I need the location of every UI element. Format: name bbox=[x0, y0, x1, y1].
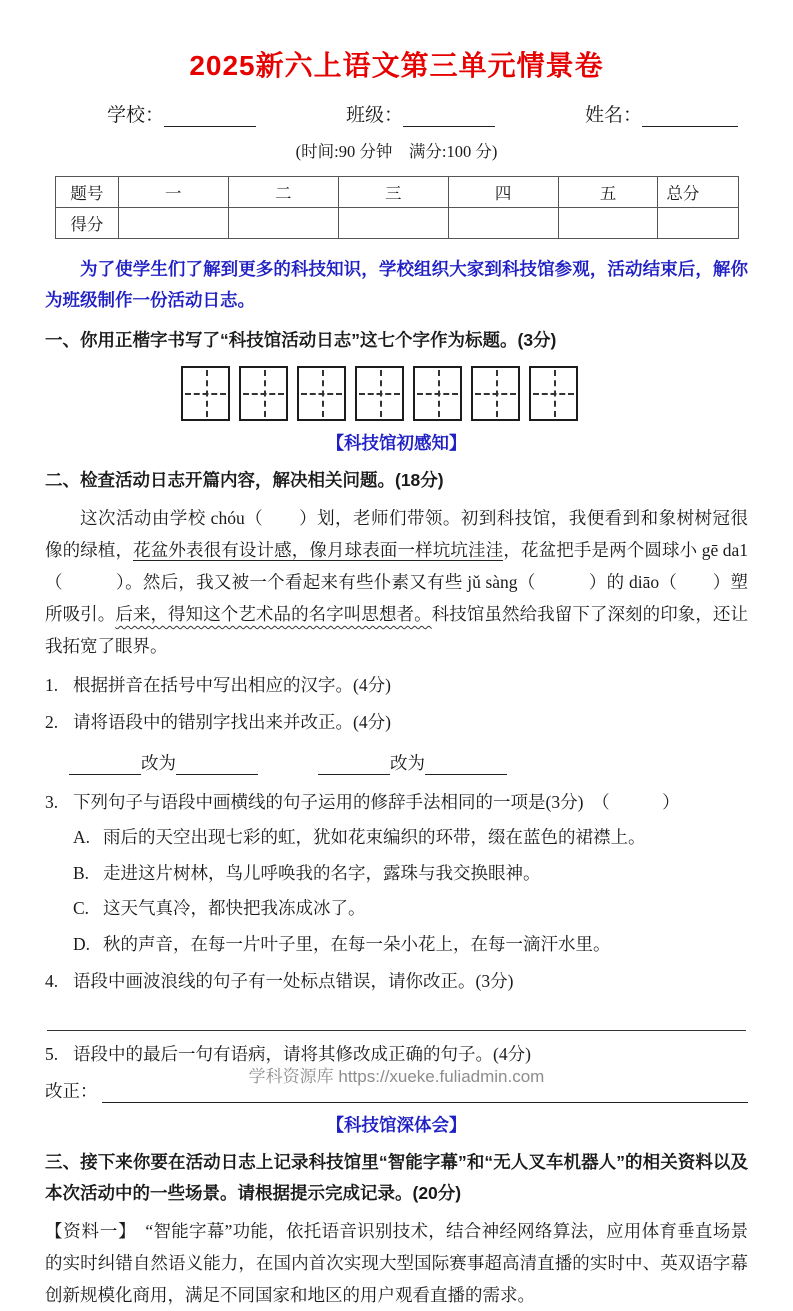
passage-part2: ，花盆把手是两个圆球小 gē da1（ ）。然后，我又被一个看起来有些仆素又有些 jǔ sàng（ ）的 diāo（ ）塑所吸引。 bbox=[45, 540, 748, 624]
material-1-text: “智能字幕”功能，依托语音识别技术，结合神经网络算法，应用体育垂直场景的实时纠错自然语义能力，在国内首次实现大型国际赛事超高清直播的实时中、英双语字幕创新规模化商用，满足不同国家和地区的用户观看直播的需求。 bbox=[45, 1220, 748, 1305]
question-5-number: 5. bbox=[45, 1043, 59, 1064]
writing-box bbox=[239, 366, 288, 421]
class-label: 班级： bbox=[345, 105, 403, 126]
section2-title: 二、检查活动日志开篇内容，解决相关问题。(18分) bbox=[45, 469, 444, 490]
question-1-number: 1. bbox=[45, 675, 59, 696]
handwriting-grid bbox=[181, 366, 748, 421]
option-d-letter: D. bbox=[73, 933, 91, 954]
score-empty-cell bbox=[338, 208, 448, 239]
reading-passage bbox=[45, 503, 748, 662]
question-2 bbox=[45, 708, 748, 736]
writing-box bbox=[355, 366, 404, 421]
time-score-info: (时间:90 分钟 满分:100 分) bbox=[295, 142, 498, 161]
answer-blank bbox=[176, 755, 258, 775]
writing-box bbox=[181, 366, 230, 421]
score-empty-cell bbox=[118, 208, 228, 239]
option-c-text: 这天气真冷，都快把我冻成冰了。 bbox=[103, 898, 366, 919]
score-table-cell: 二 bbox=[228, 177, 338, 208]
answer-blank bbox=[318, 755, 390, 775]
question-2-answer-blanks bbox=[69, 750, 748, 775]
option-d-text: 秋的声音，在每一片叶子里，在每一朵小花上，在每一滴汗水里。 bbox=[103, 933, 611, 954]
page-title: 2025新六上语文第三单元情景卷 bbox=[189, 50, 604, 81]
score-table-cell: 三 bbox=[338, 177, 448, 208]
score-table-cell: 五 bbox=[558, 177, 658, 208]
material-1-label: 【资料一】 bbox=[45, 1220, 128, 1241]
option-d bbox=[73, 930, 748, 958]
question-4 bbox=[45, 967, 748, 995]
question-3-text: 下列句子与语段中画横线的句子运用的修辞手法相同的一项是(3分) （ ） bbox=[73, 792, 680, 813]
name-label: 姓名： bbox=[584, 105, 642, 126]
name-blank bbox=[642, 105, 738, 127]
score-label-cell: 得分 bbox=[56, 208, 119, 239]
score-table-cell: 四 bbox=[448, 177, 558, 208]
score-table-score-row bbox=[56, 208, 739, 239]
writing-box bbox=[413, 366, 462, 421]
question-3-number: 3. bbox=[45, 792, 59, 813]
passage-underlined-sentence: 花盆外表很有设计感，像月球表面一样坑坑洼洼 bbox=[133, 540, 504, 561]
change-to-label: 改为 bbox=[390, 753, 425, 774]
answer-blank bbox=[69, 755, 141, 775]
writing-box bbox=[297, 366, 346, 421]
banner-first-impression: 【科技馆初感知】 bbox=[326, 432, 467, 453]
score-table bbox=[55, 176, 739, 239]
writing-box bbox=[471, 366, 520, 421]
writing-box bbox=[529, 366, 578, 421]
school-blank bbox=[164, 105, 256, 127]
passage-wavy-sentence: 后来，得知这个艺术品的名字叫思想者。 bbox=[115, 603, 432, 624]
source-watermark: 学科资源库 https://xueke.fuliadmin.com bbox=[248, 1067, 545, 1086]
correction-label: 改正： bbox=[45, 1080, 98, 1101]
question-3 bbox=[45, 788, 748, 816]
class-blank bbox=[403, 105, 495, 127]
scenario-intro: 为了使学生们了解到更多的科技知识，学校组织大家到科技馆参观，活动结束后，解你为班级制作一份活动日志。 bbox=[45, 259, 748, 310]
score-table-cell: 一 bbox=[118, 177, 228, 208]
score-empty-cell bbox=[558, 208, 658, 239]
question-1 bbox=[45, 671, 748, 699]
class-field bbox=[346, 100, 495, 127]
option-a bbox=[73, 823, 748, 851]
question-2-text: 请将语段中的错别字找出来并改正。(4分) bbox=[73, 712, 391, 733]
score-table-header-row bbox=[56, 177, 739, 208]
banner-deep-experience: 【科技馆深体会】 bbox=[326, 1114, 467, 1135]
score-table-cell: 题号 bbox=[56, 177, 119, 208]
score-empty-cell bbox=[658, 208, 739, 239]
question-2-number: 2. bbox=[45, 712, 59, 733]
option-c bbox=[73, 894, 748, 922]
score-table-cell-total: 总分 bbox=[658, 177, 739, 208]
option-b-text: 走进这片树林，鸟儿呼唤我的名字，露珠与我交换眼神。 bbox=[103, 862, 541, 883]
change-to-label: 改为 bbox=[141, 753, 176, 774]
question-1-text: 根据拼音在括号中写出相应的汉字。(4分) bbox=[73, 675, 391, 696]
score-empty-cell bbox=[228, 208, 338, 239]
answer-blank bbox=[425, 755, 507, 775]
student-info-row bbox=[107, 100, 738, 127]
question-5-text: 语段中的最后一句有语病，请将其修改成正确的句子。(4分) bbox=[73, 1043, 531, 1064]
school-field bbox=[107, 100, 256, 127]
passage-part1: 这次活动由学校 chóu（ ）划，老师们带领。初到科技馆，我便看到和象树树冠很像的绿植， bbox=[45, 508, 748, 561]
option-a-letter: A. bbox=[73, 827, 91, 848]
name-field bbox=[585, 100, 738, 127]
question-4-text: 语段中画波浪线的句子有一处标点错误，请你改正。(3分) bbox=[73, 970, 514, 991]
option-a-text: 雨后的天空出现七彩的虹，犹如花束编织的环带，缀在蓝色的裙襟上。 bbox=[103, 827, 646, 848]
section3-title: 三、接下来你要在活动日志上记录科技馆里“智能字幕”和“无人叉车机器人”的相关资料以及本次活动中的一些场景。请根据提示完成记录。(20分) bbox=[45, 1151, 748, 1204]
question-4-number: 4. bbox=[45, 970, 59, 991]
option-b-letter: B. bbox=[73, 862, 90, 883]
material-1-paragraph bbox=[45, 1216, 748, 1311]
passage-part3: 科技馆虽然给我留下了深刻的印象，还让我拓宽了眼界。 bbox=[45, 603, 749, 656]
question-4-answer-line bbox=[47, 1007, 746, 1031]
option-b bbox=[73, 859, 748, 887]
option-c-letter: C. bbox=[73, 898, 90, 919]
school-label: 学校： bbox=[107, 105, 165, 126]
score-empty-cell bbox=[448, 208, 558, 239]
section1-title: 一、你用正楷字书写了“科技馆活动日志”这七个字作为标题。(3分) bbox=[45, 330, 557, 351]
